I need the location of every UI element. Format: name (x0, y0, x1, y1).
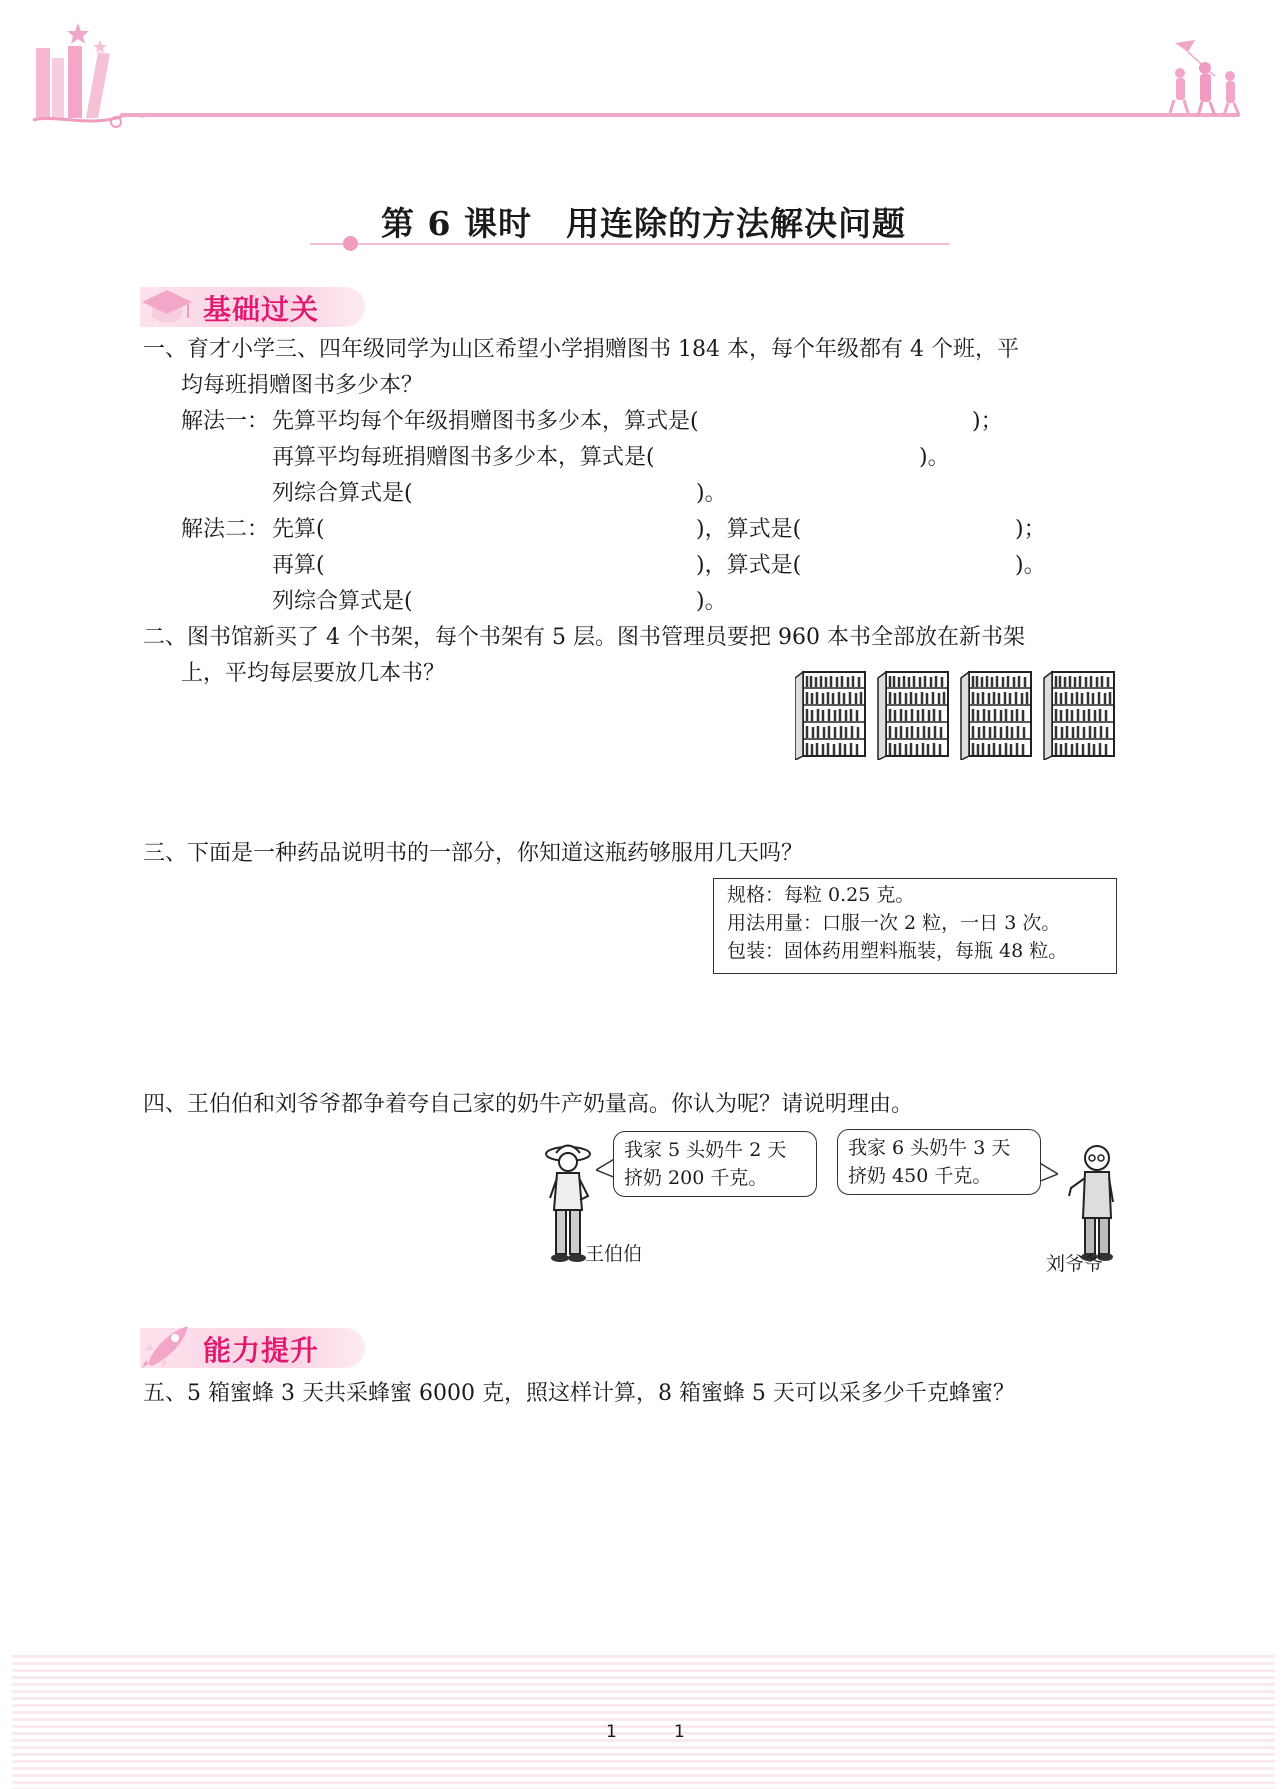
q1-method1-step2-end: )。 (919, 445, 950, 470)
q1-method2-step2: 再算( (272, 553, 325, 578)
q1-method1-label: 解法一： (181, 409, 270, 434)
q5-line1: 五、5 箱蜜蜂 3 天共采蜂蜜 6000 克，照这样计算，8 箱蜜蜂 5 天可以采多少千克蜂蜜？ (143, 1381, 1015, 1406)
bookshelves-illustration (795, 668, 1120, 760)
q1-method2-step2-end: )。 (1015, 553, 1046, 578)
speech-bubble-wang (613, 1131, 817, 1197)
q1-method1-combined: 列综合算式是( (272, 481, 413, 506)
liu-bubble-line2: 挤奶 450 千克。 (848, 1165, 992, 1187)
page-title: 第 6 课时 用连除的方法解决问题 (381, 204, 906, 243)
q1-method1-step1-end: )； (972, 409, 1003, 434)
speech-bubble-liu (837, 1129, 1041, 1195)
q1-line2: 均每班捐赠图书多少本？ (181, 373, 424, 398)
header-rule (120, 113, 1240, 117)
medicine-package: 包装：固体药用塑料瓶装，每瓶 48 粒。 (727, 940, 1068, 962)
title-dot (343, 236, 358, 251)
q4-line1: 四、王伯伯和刘爷爷都争着夸自己家的奶牛产奶量高。你认为呢？请说明理由。 (143, 1092, 914, 1117)
q1-method1-step2: 再算平均每班捐赠图书多少本，算式是( (272, 445, 655, 470)
section-title-advanced: 能力提升 (203, 1334, 320, 1367)
q1-line1: 一、育才小学三、四年级同学为山区希望小学捐赠图书 184 本，每个年级都有 4 个班，平 (143, 337, 1019, 362)
speech-tail-liu (1038, 1160, 1058, 1184)
q1-method1-step1: 先算平均每个年级捐赠图书多少本，算式是( (272, 409, 699, 434)
q1-method2-combined-end: )。 (696, 589, 727, 614)
medicine-spec: 规格：每粒 0.25 克。 (727, 884, 915, 906)
rocket-icon (140, 1320, 195, 1370)
graduation-cap-icon (140, 284, 195, 329)
q1-method2-step2-mid: )，算式是( (696, 553, 802, 578)
q1-method2-label: 解法二： (181, 517, 270, 542)
q2-line1: 二、图书馆新买了 4 个书架，每个书架有 5 层。图书管理员要把 960 本书全部放在新书架 (143, 625, 1025, 650)
wang-bubble-line2: 挤奶 200 千克。 (624, 1167, 768, 1189)
q3-line1: 三、下面是一种药品说明书的一部分，你知道这瓶药够服用几天吗？ (143, 841, 804, 866)
title-underline (310, 243, 950, 245)
q1-method1-combined-end: )。 (696, 481, 727, 506)
kids-kite-illustration (1160, 38, 1255, 118)
q1-method2-step1-end: )； (1015, 517, 1046, 542)
q1-method2-combined: 列综合算式是( (272, 589, 413, 614)
page-number-right: 1 (674, 1722, 685, 1742)
wang-bubble-line1: 我家 5 头奶牛 2 天 (624, 1139, 787, 1161)
q2-line2: 上，平均每层要放几本书？ (181, 661, 446, 686)
wang-bobo-label: 王伯伯 (585, 1243, 643, 1265)
page-number-left: 1 (606, 1722, 617, 1742)
footer-stripes (12, 1655, 1275, 1789)
liu-bubble-line1: 我家 6 头奶牛 3 天 (848, 1137, 1011, 1159)
medicine-usage: 用法用量：口服一次 2 粒，一日 3 次。 (727, 912, 1061, 934)
liu-yeye-label: 刘爷爷 (1046, 1253, 1104, 1275)
q1-method2-step1-mid: )，算式是( (696, 517, 802, 542)
q1-method2-step1: 先算( (272, 517, 325, 542)
section-title-basic: 基础过关 (203, 293, 320, 326)
